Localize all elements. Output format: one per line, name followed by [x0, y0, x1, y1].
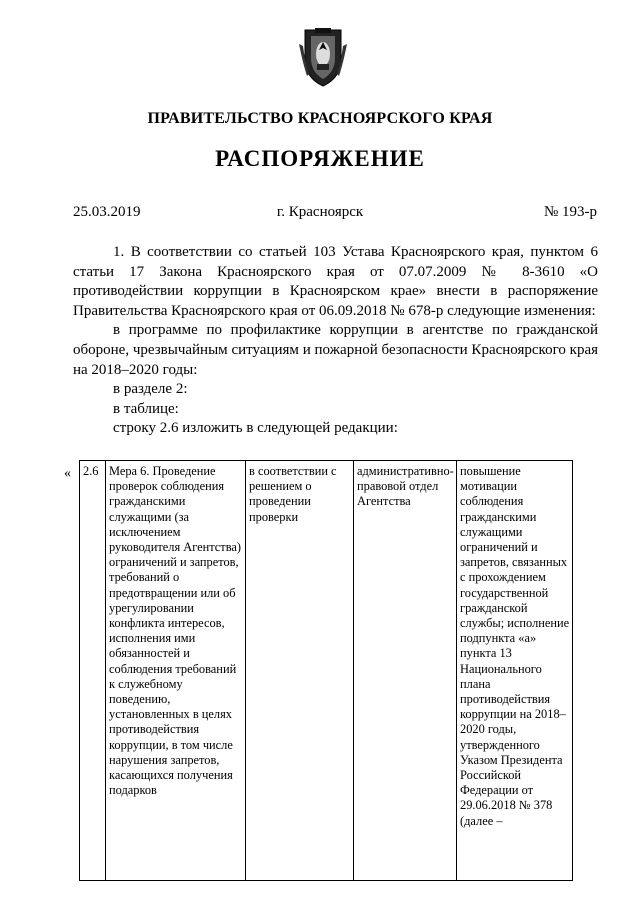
document-city: г. Красноярск — [276, 204, 364, 220]
amendment-table — [79, 460, 573, 881]
document-date: 25.03.2019 — [73, 204, 141, 220]
paragraph-2: в программе по профилактике коррупции в агентстве по гражданской обороне, чрезвычайным ситуациям и пожарной безопасности Красноярского края на 2018–2020 годы: — [73, 322, 598, 378]
cell-deadline: в соответствии с решением о проведении проверки — [246, 461, 354, 881]
document-number: № 193-р — [543, 204, 597, 220]
government-title: ПРАВИТЕЛЬСТВО КРАСНОЯРСКОГО КРАЯ — [147, 110, 493, 127]
paragraph-3: в разделе 2: — [113, 381, 188, 398]
table-row — [80, 461, 573, 881]
paragraph-1: 1. В соответствии со статьей 103 Устава Красноярского края, пунктом 6 статьи 17 Закона Красноярского края от 07.07.2009 № 8-3610 «О противодействии коррупции в Красноярском крае» внести в распоряжение Правительства Красноярского края от 06.09.2018 № 678-р следующие изменения: — [73, 244, 598, 319]
cell-measure: Мера 6. Проведение проверок соблюдения гражданскими служащими (за исключением руководителя Агентства) ограничений и запретов, требований о предотвращении или об урегулировании конфликта интересов, исполнения ими обязанностей и соблюдения требований к служебному поведению, установленных в целях противодействия коррупции, в том числе нарушения запретов, касающихся получения подарков — [106, 461, 246, 881]
document-body — [73, 243, 598, 439]
cell-number: 2.6 — [80, 461, 106, 881]
document-type-title: РАСПОРЯЖЕНИЕ — [215, 146, 425, 171]
coat-of-arms-emblem — [297, 24, 349, 88]
paragraph-5: строку 2.6 изложить в следующей редакции: — [113, 420, 398, 437]
opening-quote: « — [64, 466, 71, 481]
cell-responsible: административно-правовой отдел Агентства — [354, 461, 457, 881]
paragraph-4: в таблице: — [113, 400, 179, 417]
cell-result: повышение мотивации соблюдения гражданскими служащими ограничений и запретов, связанных с прохождением государственной гражданской службы; исполнение подпункта «а» пункта 13 Национального плана противодействия коррупции на 2018–2020 годы, утвержденного Указом Президента Российской Федерации от 29.06.2018 № 378 (далее – — [457, 461, 573, 881]
